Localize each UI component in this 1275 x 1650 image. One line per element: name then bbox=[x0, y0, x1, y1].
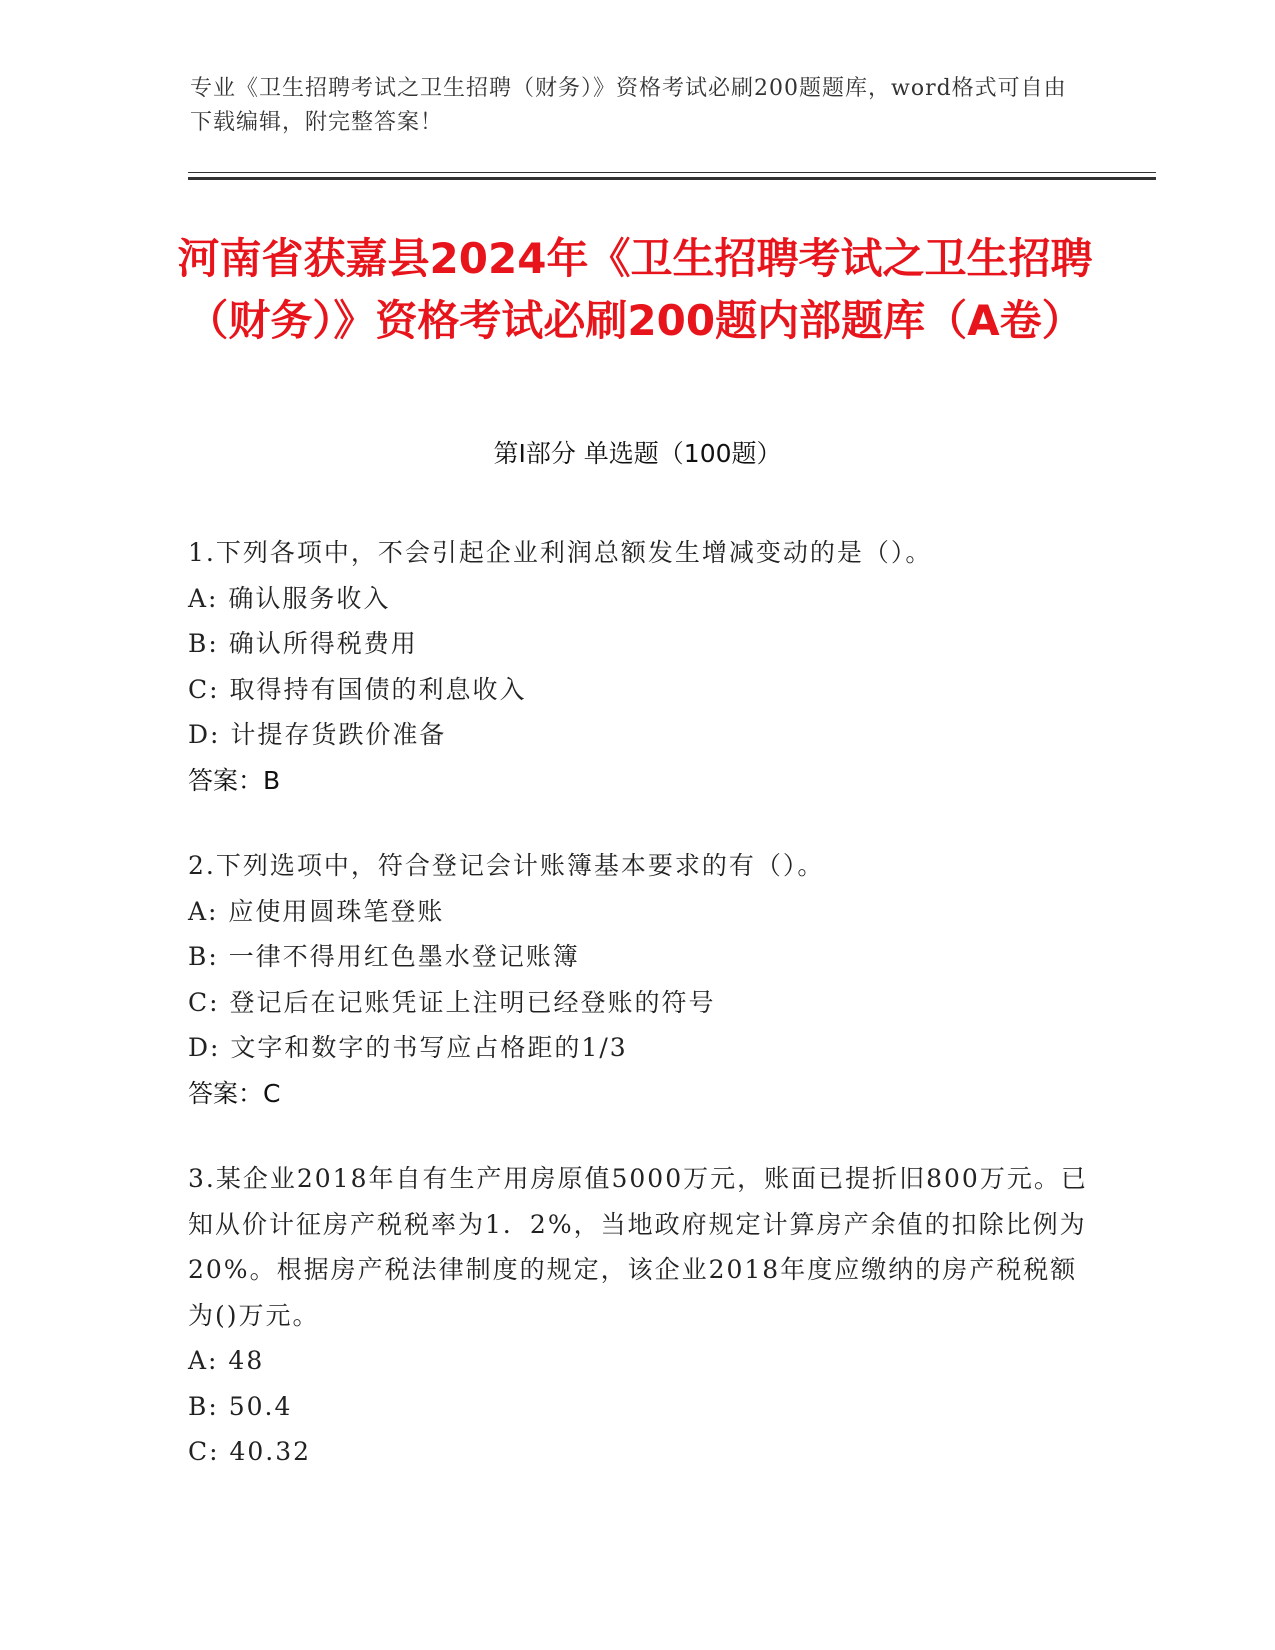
question-stem: 2.下列选项中，符合登记会计账簿基本要求的有（）。 bbox=[188, 851, 825, 880]
option-a: A: 确认服务收入 bbox=[188, 583, 391, 613]
option-c: C: 登记后在记账凭证上注明已经登账的符号 bbox=[188, 987, 716, 1017]
question-stem: 3.某企业2018年自有生产用房原值5000万元，账面已提折旧800万元。已知从价计征房产税税率为1．2%，当地政府规定计算房产余值的扣除比例为20%。根据房产税法律制度的规定，该企业2018年度应缴纳的房产税税额为()万元。 bbox=[188, 1164, 1088, 1330]
option-d: D: 文字和数字的书写应占格距的1/3 bbox=[188, 1033, 628, 1062]
question-stem: 1.下列各项中，不会引起企业利润总额发生增减变动的是（）。 bbox=[188, 538, 933, 567]
answer: 答案：C bbox=[188, 1078, 281, 1108]
header-divider-thin bbox=[188, 172, 1156, 173]
option-b: B: 50.4 bbox=[188, 1391, 293, 1421]
option-d: D: 计提存货跌价准备 bbox=[188, 720, 447, 749]
option-b: B: 一律不得用红色墨水登记账簿 bbox=[188, 942, 580, 971]
header-note: 专业《卫生招聘考试之卫生招聘（财务）》资格考试必刷200题题库，word格式可自由下载编辑，附完整答案！ bbox=[190, 76, 1067, 135]
option-a: A: 应使用圆珠笔登账 bbox=[188, 896, 445, 926]
option-b: B: 确认所得税费用 bbox=[188, 629, 418, 658]
question-3 bbox=[188, 1156, 1088, 1475]
option-c: C: 取得持有国债的利息收入 bbox=[188, 674, 527, 704]
question-2 bbox=[188, 843, 1088, 1116]
question-1 bbox=[188, 530, 1088, 803]
option-a: A: 48 bbox=[188, 1346, 265, 1375]
question-list bbox=[188, 530, 1088, 1515]
document-title: 河南省获嘉县2024年《卫生招聘考试之卫生招聘（财务）》资格考试必刷200题内部题库（A卷） bbox=[177, 234, 1093, 345]
header-divider-thick bbox=[188, 177, 1156, 180]
answer: 答案：B bbox=[188, 765, 281, 795]
option-c: C: 40.32 bbox=[188, 1437, 312, 1466]
section-title: 第I部分 单选题（100题） bbox=[493, 439, 782, 468]
